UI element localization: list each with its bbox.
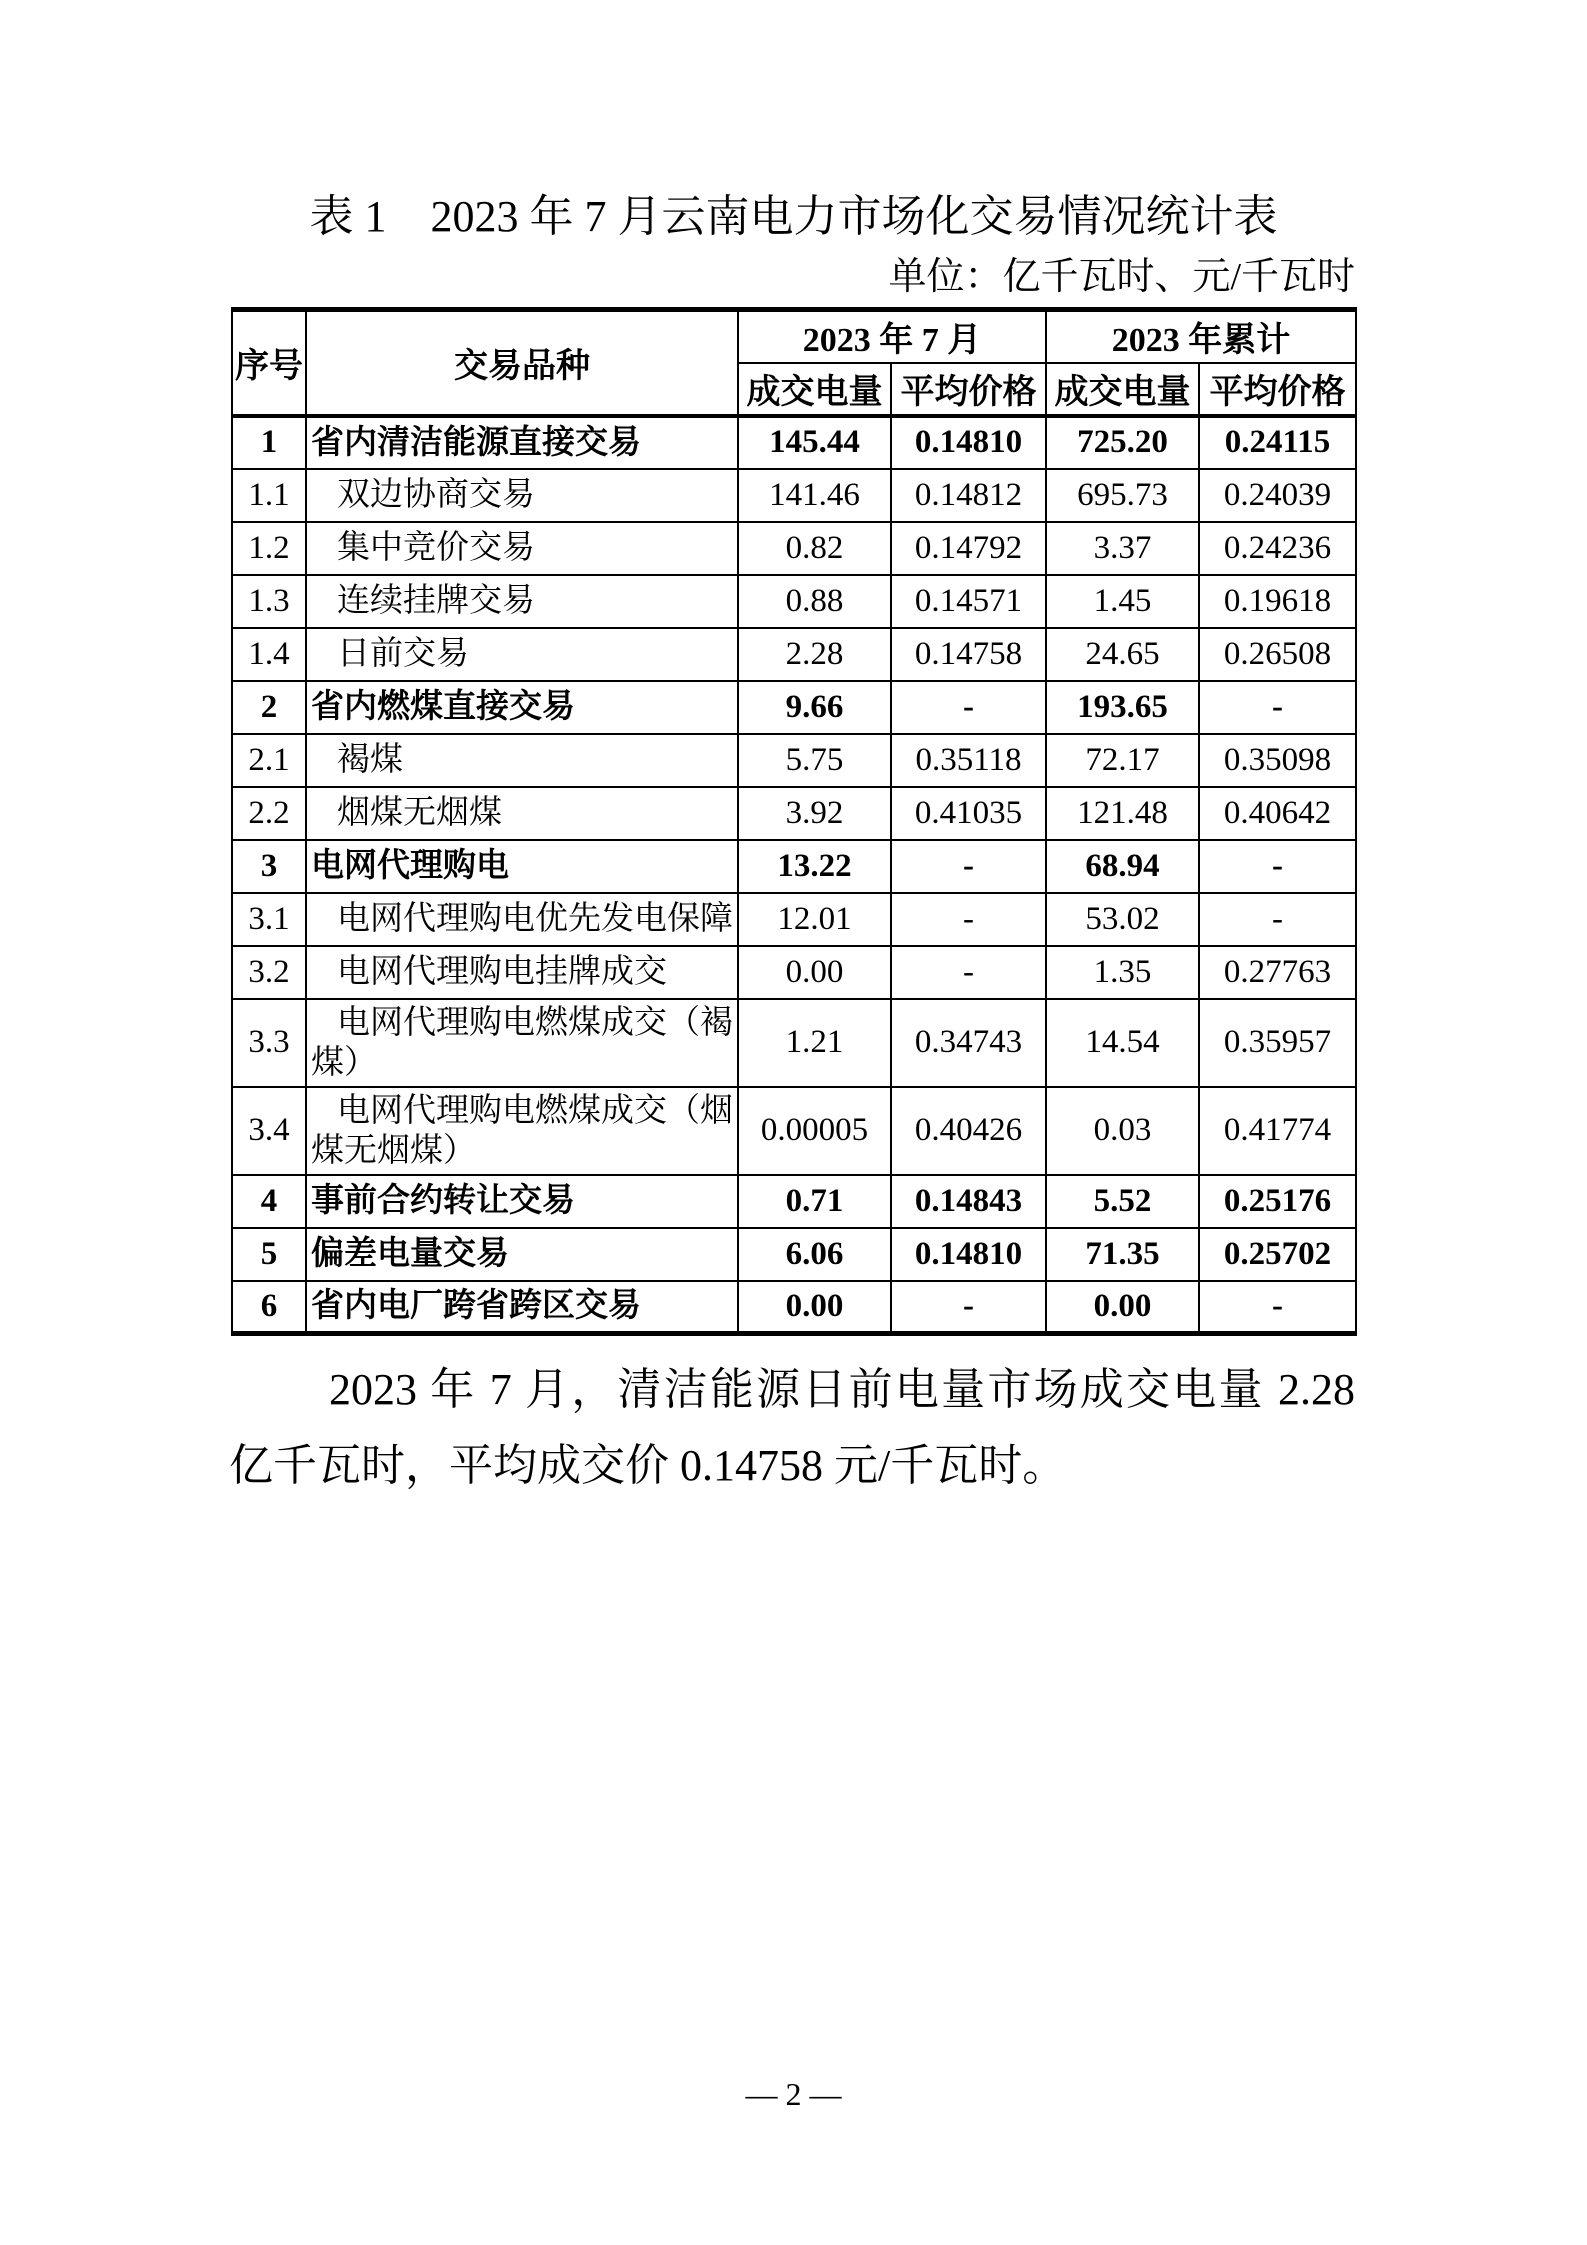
row-index-cell: 1.1	[232, 469, 306, 522]
table-row	[232, 999, 1356, 1087]
july-price-cell: -	[891, 1281, 1046, 1334]
table-row	[232, 522, 1356, 575]
cumulative-volume-cell: 0.03	[1046, 1087, 1199, 1175]
row-index-cell: 1.3	[232, 575, 306, 628]
header-index: 序号	[232, 310, 306, 416]
row-index-cell: 1	[232, 416, 306, 469]
july-volume-cell: 12.01	[738, 893, 891, 946]
table-row	[232, 1281, 1356, 1334]
cumulative-price-cell: 0.24039	[1199, 469, 1356, 522]
cumulative-price-cell: 0.25176	[1199, 1175, 1356, 1228]
july-price-cell: 0.14792	[891, 522, 1046, 575]
trade-type-cell: 事前合约转让交易	[306, 1175, 738, 1228]
row-index-cell: 5	[232, 1228, 306, 1281]
july-volume-cell: 5.75	[738, 734, 891, 787]
cumulative-price-cell: -	[1199, 893, 1356, 946]
table-header	[232, 310, 1356, 416]
header-group-row	[232, 310, 1356, 363]
cumulative-volume-cell: 121.48	[1046, 787, 1199, 840]
summary-paragraph: 2023 年 7 月，清洁能源日前电量市场成交电量 2.28 亿千瓦时，平均成交价 0.14758 元/千瓦时。	[229, 1365, 1355, 1490]
july-volume-cell: 0.00005	[738, 1087, 891, 1175]
july-volume-cell: 1.21	[738, 999, 891, 1087]
trade-type-cell: 省内燃煤直接交易	[306, 681, 738, 734]
row-index-cell: 3	[232, 840, 306, 893]
trade-type-cell: 褐煤	[306, 734, 738, 787]
july-price-cell: 0.14843	[891, 1175, 1046, 1228]
cumulative-volume-cell: 193.65	[1046, 681, 1199, 734]
page-number: — 2 —	[745, 2076, 842, 2112]
cumulative-volume-cell: 3.37	[1046, 522, 1199, 575]
cumulative-price-cell: 0.35957	[1199, 999, 1356, 1087]
row-index-cell: 3.2	[232, 946, 306, 999]
table-row	[232, 575, 1356, 628]
cumulative-price-cell: -	[1199, 681, 1356, 734]
july-volume-cell: 0.82	[738, 522, 891, 575]
row-index-cell: 2.1	[232, 734, 306, 787]
july-price-cell: 0.14810	[891, 1228, 1046, 1281]
cumulative-volume-cell: 1.35	[1046, 946, 1199, 999]
table-row	[232, 681, 1356, 734]
trade-type-cell: 电网代理购电	[306, 840, 738, 893]
july-volume-cell: 0.00	[738, 946, 891, 999]
trade-type-cell: 集中竞价交易	[306, 522, 738, 575]
trade-type-cell: 偏差电量交易	[306, 1228, 738, 1281]
cumulative-volume-cell: 71.35	[1046, 1228, 1199, 1281]
trade-type-cell: 日前交易	[306, 628, 738, 681]
header-cumulative-volume: 成交电量	[1046, 363, 1199, 416]
july-price-cell: 0.34743	[891, 999, 1046, 1087]
row-index-cell: 4	[232, 1175, 306, 1228]
july-price-cell: 0.35118	[891, 734, 1046, 787]
cumulative-volume-cell: 14.54	[1046, 999, 1199, 1087]
cumulative-volume-cell: 1.45	[1046, 575, 1199, 628]
trade-type-cell: 连续挂牌交易	[306, 575, 738, 628]
cumulative-volume-cell: 5.52	[1046, 1175, 1199, 1228]
cumulative-volume-cell: 695.73	[1046, 469, 1199, 522]
july-volume-cell: 6.06	[738, 1228, 891, 1281]
header-july-price: 平均价格	[891, 363, 1046, 416]
table-row	[232, 628, 1356, 681]
header-group-cumulative: 2023 年累计	[1046, 310, 1356, 363]
table-row	[232, 946, 1356, 999]
cumulative-volume-cell: 72.17	[1046, 734, 1199, 787]
header-trade-type: 交易品种	[306, 310, 738, 416]
july-price-cell: 0.14571	[891, 575, 1046, 628]
trade-type-cell: 电网代理购电燃煤成交（褐煤）	[306, 999, 738, 1087]
trade-type-cell: 双边协商交易	[306, 469, 738, 522]
cumulative-volume-cell: 24.65	[1046, 628, 1199, 681]
cumulative-price-cell: 0.24236	[1199, 522, 1356, 575]
july-volume-cell: 2.28	[738, 628, 891, 681]
table-row	[232, 1087, 1356, 1175]
row-index-cell: 1.4	[232, 628, 306, 681]
row-index-cell: 2.2	[232, 787, 306, 840]
row-index-cell: 6	[232, 1281, 306, 1334]
july-price-cell: -	[891, 893, 1046, 946]
july-volume-cell: 3.92	[738, 787, 891, 840]
trade-type-cell: 电网代理购电燃煤成交（烟煤无烟煤）	[306, 1087, 738, 1175]
july-volume-cell: 0.88	[738, 575, 891, 628]
july-price-cell: 0.14812	[891, 469, 1046, 522]
table-row	[232, 893, 1356, 946]
july-price-cell: -	[891, 946, 1046, 999]
table-row	[232, 416, 1356, 469]
cumulative-price-cell: -	[1199, 840, 1356, 893]
cumulative-volume-cell: 68.94	[1046, 840, 1199, 893]
table-body	[232, 416, 1356, 1334]
trade-type-cell: 电网代理购电优先发电保障	[306, 893, 738, 946]
table-caption: 表 1 2023 年 7 月云南电力市场化交易情况统计表	[309, 192, 1278, 241]
cumulative-volume-cell: 725.20	[1046, 416, 1199, 469]
july-price-cell: -	[891, 840, 1046, 893]
cumulative-price-cell: 0.41774	[1199, 1087, 1356, 1175]
row-index-cell: 3.3	[232, 999, 306, 1087]
table-row	[232, 1228, 1356, 1281]
trade-type-cell: 电网代理购电挂牌成交	[306, 946, 738, 999]
header-group-july: 2023 年 7 月	[738, 310, 1046, 363]
cumulative-price-cell: 0.19618	[1199, 575, 1356, 628]
july-volume-cell: 0.00	[738, 1281, 891, 1334]
header-cumulative-price: 平均价格	[1199, 363, 1356, 416]
table-row	[232, 734, 1356, 787]
july-volume-cell: 145.44	[738, 416, 891, 469]
july-price-cell: 0.14758	[891, 628, 1046, 681]
table-row	[232, 840, 1356, 893]
statistics-table	[231, 307, 1357, 1336]
cumulative-volume-cell: 0.00	[1046, 1281, 1199, 1334]
cumulative-price-cell: 0.24115	[1199, 416, 1356, 469]
row-index-cell: 1.2	[232, 522, 306, 575]
july-price-cell: 0.14810	[891, 416, 1046, 469]
july-volume-cell: 0.71	[738, 1175, 891, 1228]
july-price-cell: -	[891, 681, 1046, 734]
row-index-cell: 3.4	[232, 1087, 306, 1175]
table-row	[232, 469, 1356, 522]
cumulative-volume-cell: 53.02	[1046, 893, 1199, 946]
cumulative-price-cell: 0.25702	[1199, 1228, 1356, 1281]
july-volume-cell: 141.46	[738, 469, 891, 522]
cumulative-price-cell: 0.27763	[1199, 946, 1356, 999]
row-index-cell: 2	[232, 681, 306, 734]
cumulative-price-cell: 0.26508	[1199, 628, 1356, 681]
cumulative-price-cell: -	[1199, 1281, 1356, 1334]
july-volume-cell: 13.22	[738, 840, 891, 893]
cumulative-price-cell: 0.40642	[1199, 787, 1356, 840]
trade-type-cell: 烟煤无烟煤	[306, 787, 738, 840]
table-row	[232, 1175, 1356, 1228]
header-july-volume: 成交电量	[738, 363, 891, 416]
july-price-cell: 0.40426	[891, 1087, 1046, 1175]
trade-type-cell: 省内清洁能源直接交易	[306, 416, 738, 469]
july-price-cell: 0.41035	[891, 787, 1046, 840]
row-index-cell: 3.1	[232, 893, 306, 946]
july-volume-cell: 9.66	[738, 681, 891, 734]
trade-type-cell: 省内电厂跨省跨区交易	[306, 1281, 738, 1334]
unit-note: 单位：亿千瓦时、元/千瓦时	[888, 256, 1355, 298]
table-row	[232, 787, 1356, 840]
cumulative-price-cell: 0.35098	[1199, 734, 1356, 787]
